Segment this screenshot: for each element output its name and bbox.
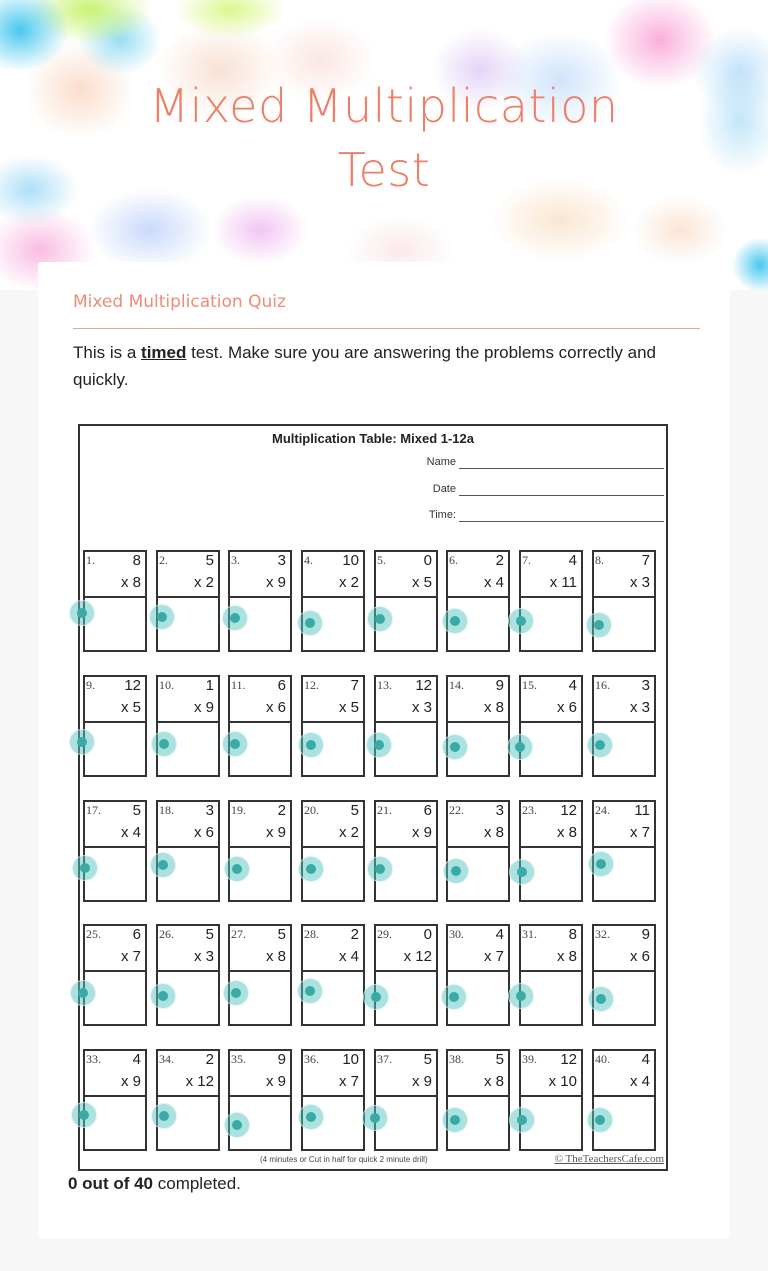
name-field <box>404 456 664 472</box>
problem-multiplier: x 3 <box>193 948 214 965</box>
problem-20 <box>301 800 365 900</box>
problem-36 <box>301 1049 365 1149</box>
problem-question <box>374 550 438 597</box>
instructions-after: test. Make sure you are answering the problems correctly and quickly. <box>73 343 656 389</box>
problem-12 <box>301 675 365 775</box>
progress-status <box>68 1174 241 1194</box>
problem-number: 1. <box>86 553 95 567</box>
problem-question <box>519 550 583 597</box>
problem-number: 18. <box>159 803 174 817</box>
answer-hotspot-icon[interactable] <box>367 856 393 882</box>
problem-number: 31. <box>522 927 537 941</box>
problem-multiplicand: 6 <box>423 802 432 819</box>
problem-multiplicand: 5 <box>495 1051 504 1068</box>
problem-39 <box>519 1049 583 1149</box>
problem-multiplier: x 10 <box>548 1073 577 1090</box>
problem-multiplier: x 6 <box>629 948 650 965</box>
problem-multiplier: x 8 <box>483 824 504 841</box>
problem-multiplier: x 8 <box>120 574 141 591</box>
problem-question <box>374 1049 438 1096</box>
problem-number: 29. <box>377 927 392 941</box>
instructions-before: This is a <box>73 343 142 362</box>
problem-4 <box>301 550 365 650</box>
answer-hotspot-icon[interactable] <box>508 983 534 1009</box>
page-title <box>0 74 768 202</box>
problem-number: 6. <box>449 553 458 567</box>
problem-multiplicand: 9 <box>277 1051 286 1068</box>
answer-hotspot-icon[interactable] <box>297 610 323 636</box>
answer-hotspot-icon[interactable] <box>507 734 533 760</box>
problem-multiplicand: 5 <box>205 926 214 943</box>
problem-8 <box>592 550 656 650</box>
problem-30 <box>446 924 510 1024</box>
problem-multiplicand: 5 <box>205 552 214 569</box>
footer-note: (4 minutes or Cut in half for quick 2 minute drill) <box>260 1155 428 1164</box>
problem-16 <box>592 675 656 775</box>
problem-multiplier: x 7 <box>120 948 141 965</box>
problem-number: 15. <box>522 678 537 692</box>
problem-multiplier: x 5 <box>338 699 359 716</box>
problem-multiplicand: 5 <box>132 802 141 819</box>
problem-multiplicand: 3 <box>205 802 214 819</box>
answer-hotspot-icon[interactable] <box>224 856 250 882</box>
page-title-line1: Mixed Multiplication <box>149 79 619 133</box>
problem-question <box>519 800 583 847</box>
problem-question <box>83 1049 147 1096</box>
problem-multiplier: x 9 <box>193 699 214 716</box>
problem-number: 22. <box>449 803 464 817</box>
problem-number: 9. <box>86 678 95 692</box>
answer-hotspot-icon[interactable] <box>442 608 468 634</box>
problem-number: 39. <box>522 1052 537 1066</box>
problem-number: 40. <box>595 1052 610 1066</box>
problem-multiplicand: 2 <box>277 802 286 819</box>
problem-question <box>519 924 583 971</box>
problem-question <box>592 924 656 971</box>
copyright: © TheTeachersCafe.com <box>554 1153 664 1165</box>
problem-number: 16. <box>595 678 610 692</box>
problem-number: 28. <box>304 927 319 941</box>
problem-multiplier: x 4 <box>120 824 141 841</box>
answer-hotspot-icon[interactable] <box>223 980 249 1006</box>
problem-33 <box>83 1049 147 1149</box>
date-field <box>404 483 664 499</box>
time-line <box>459 521 664 522</box>
problem-5 <box>374 550 438 650</box>
worksheet-image <box>78 424 668 1171</box>
problem-multiplicand: 5 <box>350 802 359 819</box>
section-heading: Mixed Multiplication Quiz <box>73 292 286 312</box>
problem-multiplicand: 6 <box>277 677 286 694</box>
answer-hotspot-icon[interactable] <box>508 608 534 634</box>
name-line <box>459 468 664 469</box>
problem-question <box>228 924 292 971</box>
problem-question <box>592 550 656 597</box>
problem-number: 7. <box>522 553 531 567</box>
problem-multiplicand: 0 <box>423 926 432 943</box>
problem-multiplier: x 9 <box>265 1073 286 1090</box>
problem-multiplier: x 6 <box>556 699 577 716</box>
problem-question <box>156 800 220 847</box>
problem-question <box>374 675 438 722</box>
problem-multiplicand: 10 <box>342 552 359 569</box>
problem-question <box>301 924 365 971</box>
problem-multiplicand: 2 <box>495 552 504 569</box>
worksheet-card <box>38 262 730 1238</box>
problem-number: 37. <box>377 1052 392 1066</box>
worksheet-title: Multiplication Table: Mixed 1-12a <box>271 431 474 446</box>
problem-multiplier: x 7 <box>629 824 650 841</box>
problem-32 <box>592 924 656 1024</box>
problem-2 <box>156 550 220 650</box>
answer-hotspot-icon[interactable] <box>69 729 95 755</box>
problem-34 <box>156 1049 220 1149</box>
problem-multiplier: x 6 <box>265 699 286 716</box>
problem-35 <box>228 1049 292 1149</box>
problem-multiplicand: 3 <box>641 677 650 694</box>
problem-21 <box>374 800 438 900</box>
problem-number: 17. <box>86 803 101 817</box>
answer-hotspot-icon[interactable] <box>150 852 176 878</box>
problem-question <box>519 675 583 722</box>
problem-multiplicand: 9 <box>641 926 650 943</box>
problem-multiplicand: 11 <box>634 802 650 819</box>
problem-number: 35. <box>231 1052 246 1066</box>
time-field <box>404 509 664 525</box>
problem-question <box>446 800 510 847</box>
problem-multiplicand: 12 <box>560 1051 577 1068</box>
date-line <box>459 495 664 496</box>
problem-multiplier: x 4 <box>338 948 359 965</box>
problem-number: 2. <box>159 553 168 567</box>
problem-1 <box>83 550 147 650</box>
time-label: Time: <box>428 509 456 521</box>
problem-multiplier: x 3 <box>629 699 650 716</box>
problem-question <box>374 924 438 971</box>
problem-multiplier: x 9 <box>265 824 286 841</box>
problem-multiplicand: 4 <box>568 552 577 569</box>
answer-hotspot-icon[interactable] <box>366 732 392 758</box>
problem-number: 11. <box>231 678 246 692</box>
problem-question <box>592 675 656 722</box>
instructions-emphasis: timed <box>141 343 187 362</box>
problem-question <box>83 675 147 722</box>
date-label: Date <box>432 483 456 495</box>
problem-25 <box>83 924 147 1024</box>
problem-multiplicand: 3 <box>277 552 286 569</box>
problem-question <box>301 800 365 847</box>
problem-multiplicand: 7 <box>641 552 650 569</box>
answer-hotspot-icon[interactable] <box>586 612 612 638</box>
answer-hotspot-icon[interactable] <box>151 1103 177 1129</box>
answer-hotspot-icon[interactable] <box>298 732 324 758</box>
problem-multiplier: x 9 <box>265 574 286 591</box>
problem-question <box>446 550 510 597</box>
problem-number: 13. <box>377 678 392 692</box>
problem-multiplicand: 4 <box>132 1051 141 1068</box>
answer-hotspot-icon[interactable] <box>363 984 389 1010</box>
problem-question <box>301 675 365 722</box>
problem-question <box>446 1049 510 1096</box>
answer-hotspot-icon[interactable] <box>298 1104 324 1130</box>
problem-multiplier: x 2 <box>338 824 359 841</box>
answer-box[interactable] <box>83 596 147 652</box>
problem-number: 25. <box>86 927 101 941</box>
problem-multiplier: x 4 <box>629 1073 650 1090</box>
problem-multiplier: x 2 <box>338 574 359 591</box>
header-banner <box>0 0 768 290</box>
problem-multiplier: x 12 <box>403 948 432 965</box>
problem-multiplier: x 8 <box>556 948 577 965</box>
problem-multiplier: x 8 <box>483 699 504 716</box>
answer-hotspot-icon[interactable] <box>149 604 175 630</box>
problem-number: 38. <box>449 1052 464 1066</box>
problem-multiplier: x 4 <box>483 574 504 591</box>
problem-multiplier: x 8 <box>265 948 286 965</box>
problem-26 <box>156 924 220 1024</box>
problem-multiplier: x 12 <box>185 1073 214 1090</box>
answer-hotspot-icon[interactable] <box>367 606 393 632</box>
problem-multiplier: x 3 <box>411 699 432 716</box>
problem-multiplier: x 8 <box>556 824 577 841</box>
problem-number: 26. <box>159 927 174 941</box>
problem-multiplicand: 8 <box>568 926 577 943</box>
problem-question <box>228 800 292 847</box>
problem-question <box>374 800 438 847</box>
problem-question <box>156 675 220 722</box>
problem-27 <box>228 924 292 1024</box>
progress-suffix: completed. <box>153 1174 241 1193</box>
problem-7 <box>519 550 583 650</box>
problem-question <box>446 924 510 971</box>
answer-hotspot-icon[interactable] <box>71 1102 97 1128</box>
problem-number: 3. <box>231 553 240 567</box>
answer-hotspot-icon[interactable] <box>70 980 96 1006</box>
problem-question <box>228 550 292 597</box>
problem-multiplicand: 12 <box>415 677 432 694</box>
answer-hotspot-icon[interactable] <box>362 1105 388 1131</box>
answer-hotspot-icon[interactable] <box>222 605 248 631</box>
problem-multiplicand: 5 <box>277 926 286 943</box>
problem-multiplier: x 11 <box>549 574 577 591</box>
problem-multiplier: x 9 <box>411 824 432 841</box>
problem-multiplicand: 4 <box>495 926 504 943</box>
answer-hotspot-icon[interactable] <box>297 978 323 1004</box>
problem-question <box>83 800 147 847</box>
problem-multiplier: x 6 <box>193 824 214 841</box>
problem-question <box>156 924 220 971</box>
problem-multiplicand: 12 <box>560 802 577 819</box>
answer-hotspot-icon[interactable] <box>72 855 98 881</box>
problem-multiplier: x 7 <box>483 948 504 965</box>
problem-multiplicand: 3 <box>495 802 504 819</box>
problem-multiplicand: 4 <box>641 1051 650 1068</box>
problem-40 <box>592 1049 656 1149</box>
problem-number: 32. <box>595 927 610 941</box>
problem-multiplicand: 10 <box>342 1051 359 1068</box>
answer-hotspot-icon[interactable] <box>442 734 468 760</box>
problem-24 <box>592 800 656 900</box>
problem-multiplicand: 12 <box>124 677 141 694</box>
problem-number: 20. <box>304 803 319 817</box>
problem-number: 12. <box>304 678 319 692</box>
problem-multiplicand: 7 <box>350 677 359 694</box>
answer-hotspot-icon[interactable] <box>442 1107 468 1133</box>
instructions-text <box>73 339 700 393</box>
problem-multiplicand: 2 <box>205 1051 214 1068</box>
answer-hotspot-icon[interactable] <box>224 1112 250 1138</box>
problem-17 <box>83 800 147 900</box>
problem-13 <box>374 675 438 775</box>
problem-38 <box>446 1049 510 1149</box>
answer-hotspot-icon[interactable] <box>441 984 467 1010</box>
problem-question <box>156 1049 220 1096</box>
heading-divider <box>73 328 700 329</box>
problem-question <box>519 1049 583 1096</box>
problem-number: 36. <box>304 1052 319 1066</box>
problem-question <box>592 1049 656 1096</box>
problem-28 <box>301 924 365 1024</box>
answer-hotspot-icon[interactable] <box>298 856 324 882</box>
problem-10 <box>156 675 220 775</box>
problem-multiplicand: 2 <box>350 926 359 943</box>
problem-29 <box>374 924 438 1024</box>
answer-hotspot-icon[interactable] <box>587 732 613 758</box>
answer-hotspot-icon[interactable] <box>151 731 177 757</box>
problem-number: 5. <box>377 553 386 567</box>
problem-3 <box>228 550 292 650</box>
problem-number: 19. <box>231 803 246 817</box>
problem-number: 14. <box>449 678 464 692</box>
problem-multiplicand: 1 <box>205 677 214 694</box>
problem-22 <box>446 800 510 900</box>
problem-11 <box>228 675 292 775</box>
problem-multiplier: x 9 <box>411 1073 432 1090</box>
problem-number: 21. <box>377 803 392 817</box>
problem-multiplier: x 2 <box>193 574 214 591</box>
problem-question <box>228 1049 292 1096</box>
problem-number: 24. <box>595 803 610 817</box>
problem-number: 23. <box>522 803 537 817</box>
worksheet-footer <box>80 1153 666 1167</box>
problem-multiplier: x 8 <box>483 1073 504 1090</box>
problem-question <box>592 800 656 847</box>
problem-9 <box>83 675 147 775</box>
name-label: Name <box>426 456 456 468</box>
problem-multiplier: x 7 <box>338 1073 359 1090</box>
answer-hotspot-icon[interactable] <box>588 851 614 877</box>
problem-multiplier: x 3 <box>629 574 650 591</box>
problem-question <box>301 550 365 597</box>
problem-question <box>228 675 292 722</box>
problem-multiplicand: 0 <box>423 552 432 569</box>
problem-number: 10. <box>159 678 174 692</box>
problem-number: 4. <box>304 553 313 567</box>
problem-multiplicand: 6 <box>132 926 141 943</box>
problem-multiplicand: 5 <box>423 1051 432 1068</box>
answer-hotspot-icon[interactable] <box>69 600 95 626</box>
problem-19 <box>228 800 292 900</box>
page-title-line2: Test <box>337 143 431 197</box>
problem-number: 27. <box>231 927 246 941</box>
problem-number: 30. <box>449 927 464 941</box>
problem-question <box>156 550 220 597</box>
answer-hotspot-icon[interactable] <box>150 983 176 1009</box>
problem-multiplicand: 8 <box>132 552 141 569</box>
problem-multiplier: x 9 <box>120 1073 141 1090</box>
problem-question <box>83 924 147 971</box>
problem-18 <box>156 800 220 900</box>
problem-question <box>446 675 510 722</box>
problem-37 <box>374 1049 438 1149</box>
problem-6 <box>446 550 510 650</box>
problem-23 <box>519 800 583 900</box>
problem-multiplier: x 5 <box>411 574 432 591</box>
answer-hotspot-icon[interactable] <box>587 1107 613 1133</box>
answer-hotspot-icon[interactable] <box>443 858 469 884</box>
answer-hotspot-icon[interactable] <box>588 986 614 1012</box>
problem-multiplicand: 4 <box>568 677 577 694</box>
problem-multiplicand: 9 <box>495 677 504 694</box>
problem-number: 34. <box>159 1052 174 1066</box>
problem-question <box>301 1049 365 1096</box>
problem-15 <box>519 675 583 775</box>
answer-hotspot-icon[interactable] <box>222 731 248 757</box>
problem-number: 8. <box>595 553 604 567</box>
answer-hotspot-icon[interactable] <box>509 859 535 885</box>
problem-question <box>83 550 147 597</box>
progress-count: 0 out of 40 <box>68 1174 154 1193</box>
problem-multiplier: x 5 <box>120 699 141 716</box>
problem-14 <box>446 675 510 775</box>
problem-number: 33. <box>86 1052 101 1066</box>
problem-31 <box>519 924 583 1024</box>
answer-hotspot-icon[interactable] <box>509 1107 535 1133</box>
